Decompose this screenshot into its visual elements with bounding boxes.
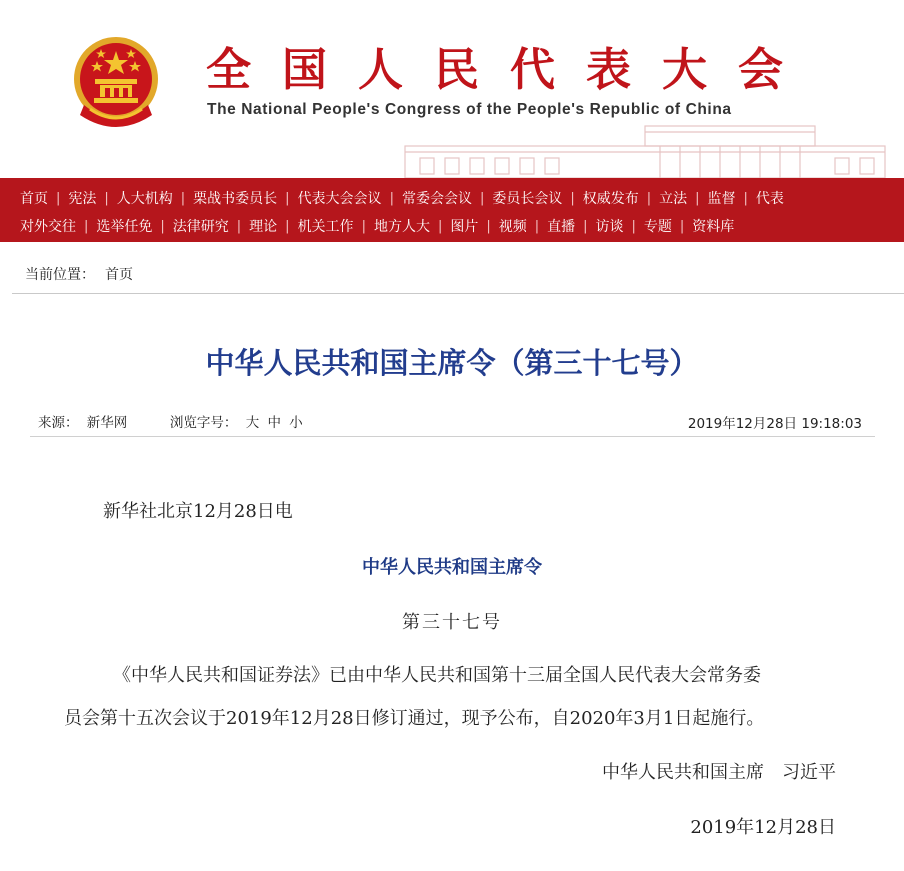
paragraph-line-1: 《中华人民共和国证券法》已由中华人民共和国第十三届全国人民代表大会常务委	[113, 665, 761, 686]
order-heading: 中华人民共和国主席令	[362, 557, 542, 578]
nav-item-live[interactable]: 直播	[547, 219, 576, 235]
nav-separator: |	[679, 218, 685, 234]
nav-item-legal-research[interactable]: 法律研究	[172, 219, 229, 235]
nav-separator: |	[160, 218, 165, 234]
article-title: 中华人民共和国主席令（第三十七号）	[205, 346, 699, 380]
nav-item-chairman[interactable]: 栗战书委员长	[193, 191, 278, 207]
main-nav	[0, 178, 904, 242]
nav-item-deputies[interactable]: 代表	[755, 191, 784, 207]
nav-separator: |	[84, 218, 89, 234]
nav-item-releases[interactable]: 权威发布	[582, 191, 639, 207]
site-title: 全国人民代表大会	[206, 43, 815, 96]
nav-item-topics[interactable]: 专题	[643, 219, 672, 235]
nav-separator: |	[646, 190, 652, 206]
nav-separator: |	[104, 190, 109, 206]
source-label: 来源：	[38, 415, 79, 431]
font-size-label: 浏览字号：	[169, 415, 238, 431]
source-name: 新华网	[86, 415, 128, 431]
meta-divider	[30, 436, 875, 437]
nav-item-constitution[interactable]: 宪法	[68, 191, 97, 207]
nav-row-2	[20, 212, 734, 240]
nav-separator: |	[285, 218, 290, 234]
nav-separator: |	[285, 190, 290, 206]
nav-item-npc-institutions[interactable]: 人大机构	[116, 191, 173, 207]
nav-item-theory[interactable]: 理论	[249, 219, 278, 235]
nav-item-legislation[interactable]: 立法	[659, 191, 688, 207]
nav-item-organ-work[interactable]: 机关工作	[297, 219, 354, 235]
nav-separator: |	[479, 190, 485, 206]
site-header	[0, 0, 904, 178]
nav-item-video[interactable]: 视频	[498, 219, 527, 235]
publish-datetime: 2019年12月28日 19:18:03	[687, 416, 862, 432]
nav-item-home[interactable]: 首页	[20, 191, 48, 207]
nav-item-chairmen-council[interactable]: 委员长会议	[492, 191, 563, 207]
nav-item-local-congress[interactable]: 地方人大	[373, 219, 430, 235]
nav-separator: |	[361, 218, 366, 234]
font-size-medium-button[interactable]: 中	[267, 415, 281, 431]
nav-item-elections-appointments[interactable]: 选举任免	[96, 219, 153, 235]
order-number: 第三十七号	[402, 612, 502, 633]
nav-separator: |	[534, 218, 540, 234]
breadcrumb-divider	[12, 293, 904, 294]
nav-item-supervision[interactable]: 监督	[707, 191, 736, 207]
font-size-small-button[interactable]: 小	[289, 415, 303, 431]
nav-separator: |	[583, 218, 588, 234]
sign-date: 2019年12月28日	[690, 817, 836, 838]
nav-item-congress-sessions[interactable]: 代表大会会议	[297, 191, 382, 207]
nav-item-interviews[interactable]: 访谈	[595, 219, 624, 235]
nav-separator: |	[743, 190, 748, 206]
nav-item-standing-committee-sessions[interactable]: 常委会会议	[401, 191, 472, 207]
breadcrumb-label: 当前位置：	[25, 267, 95, 283]
nav-item-foreign-affairs[interactable]: 对外交往	[20, 219, 76, 235]
article-meta	[38, 411, 307, 431]
nav-separator: |	[570, 190, 575, 206]
nav-item-database[interactable]: 资料库	[692, 219, 735, 235]
nav-item-pictures[interactable]: 图片	[450, 219, 479, 235]
nav-separator: |	[695, 190, 700, 206]
nav-separator: |	[180, 190, 186, 206]
breadcrumb	[25, 264, 133, 284]
nav-separator: |	[631, 218, 636, 234]
great-hall-building-icon	[390, 118, 904, 178]
site-subtitle: The National People's Congress of the People's Republic of China	[207, 101, 732, 118]
nav-separator: |	[486, 218, 491, 234]
font-size-large-button[interactable]: 大	[245, 415, 260, 431]
national-emblem-icon	[70, 35, 162, 135]
breadcrumb-home-link[interactable]: 首页	[105, 267, 133, 283]
signatory: 中华人民共和国主席 习近平	[602, 762, 836, 783]
nav-separator: |	[56, 190, 61, 206]
dateline: 新华社北京12月28日电	[103, 501, 293, 522]
paragraph-line-2: 员会第十五次会议于2019年12月28日修订通过，现予公布，自2020年3月1日起施行。	[64, 708, 765, 729]
nav-separator: |	[236, 218, 242, 234]
nav-separator: |	[389, 190, 394, 206]
nav-row-1	[20, 184, 784, 212]
nav-separator: |	[437, 218, 443, 234]
